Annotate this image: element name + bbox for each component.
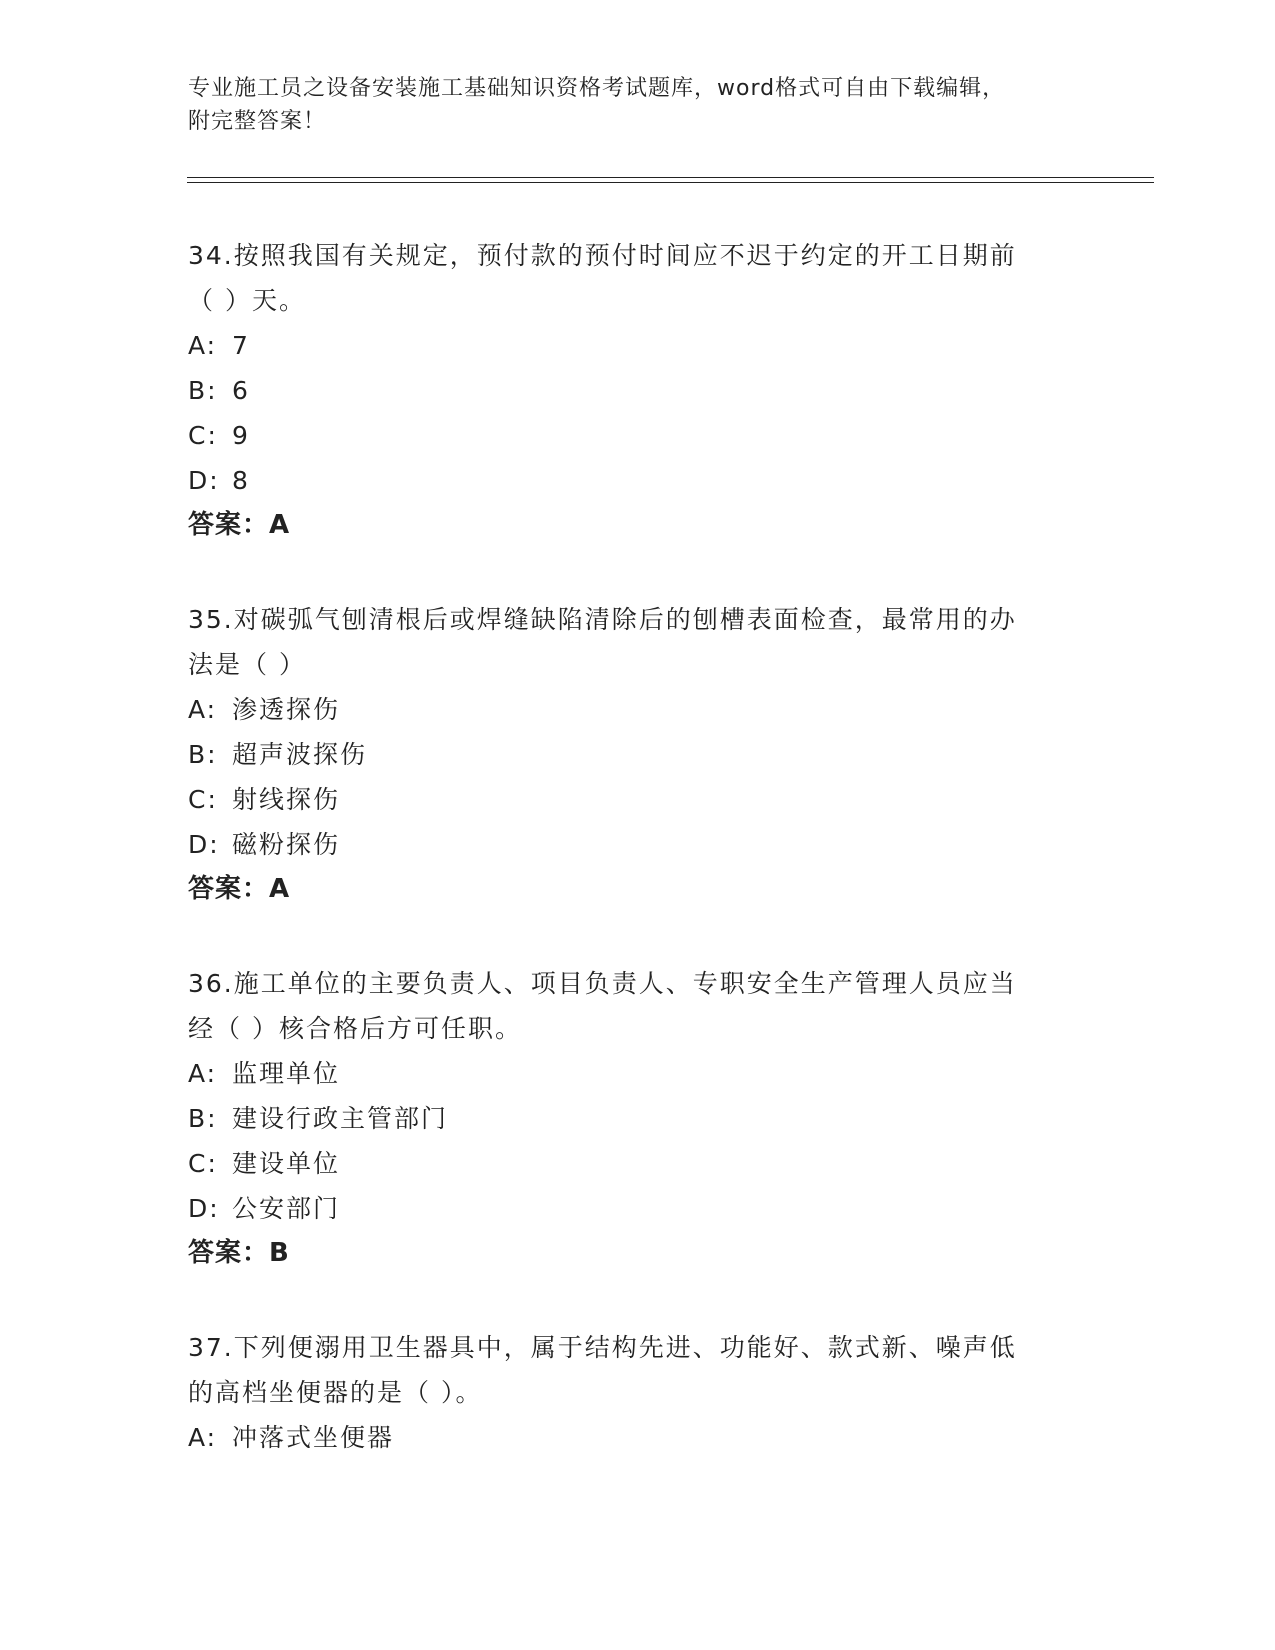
option-c <box>188 413 1088 458</box>
answer: 答案：A <box>188 874 291 904</box>
question-stem-line-2: 经（ ）核合格后方可任职。 <box>188 1014 522 1043</box>
option-a <box>188 323 1088 368</box>
option-d <box>188 458 1088 503</box>
option-text: 冲落式坐便器 <box>232 1423 395 1452</box>
question-stem-line-1: 35.对碳弧气刨清根后或焊缝缺陷清除后的刨槽表面检查，最常用的办 <box>188 605 1017 634</box>
question-stem-line-2: 的高档坐便器的是（ ）。 <box>188 1378 483 1407</box>
option-label: A: <box>188 1423 218 1452</box>
option-label: A: <box>188 1059 218 1088</box>
option-text: 6 <box>232 376 250 405</box>
option-text: 公安部门 <box>232 1194 341 1223</box>
option-label: C: <box>188 1149 218 1178</box>
option-a <box>188 1415 1088 1460</box>
option-label: B: <box>188 740 218 769</box>
question-stem-line-1: 37.下列便溺用卫生器具中，属于结构先进、功能好、款式新、噪声低 <box>188 1333 1017 1362</box>
option-a <box>188 1051 1088 1096</box>
option-text: 射线探伤 <box>232 785 341 814</box>
header-line-1: 专业施工员之设备安装施工基础知识资格考试题库，word格式可自由下载编辑， <box>188 76 1006 101</box>
option-label: D: <box>188 830 220 859</box>
question-stem-line-1: 36.施工单位的主要负责人、项目负责人、专职安全生产管理人员应当 <box>188 969 1017 998</box>
option-label: B: <box>188 376 218 405</box>
answer: 答案：B <box>188 1238 290 1268</box>
option-text: 超声波探伤 <box>232 740 368 769</box>
option-label: C: <box>188 785 218 814</box>
option-a <box>188 687 1088 732</box>
option-label: A: <box>188 695 218 724</box>
question-stem-line-2: （ ）天。 <box>188 286 306 315</box>
question-34 <box>188 233 1088 548</box>
answer: 答案：A <box>188 510 291 540</box>
option-label: A: <box>188 331 218 360</box>
option-text: 9 <box>232 421 250 450</box>
option-d <box>188 822 1088 867</box>
option-c <box>188 1141 1088 1186</box>
option-d <box>188 1186 1088 1231</box>
question-stem <box>188 1325 1088 1415</box>
question-stem <box>188 597 1088 687</box>
question-stem <box>188 233 1088 323</box>
option-text: 8 <box>232 466 250 495</box>
option-text: 渗透探伤 <box>232 695 341 724</box>
option-c <box>188 777 1088 822</box>
option-text: 建设单位 <box>232 1149 341 1178</box>
header-divider-bottom <box>187 182 1154 183</box>
option-b <box>188 368 1088 413</box>
option-label: C: <box>188 421 218 450</box>
option-label: D: <box>188 466 220 495</box>
question-36 <box>188 961 1088 1276</box>
option-text: 7 <box>232 331 250 360</box>
option-text: 磁粉探伤 <box>232 830 341 859</box>
option-b <box>188 1096 1088 1141</box>
header-divider-top <box>187 177 1154 178</box>
document-header <box>188 72 1088 138</box>
option-label: D: <box>188 1194 220 1223</box>
option-b <box>188 732 1088 777</box>
option-text: 监理单位 <box>232 1059 341 1088</box>
question-stem <box>188 961 1088 1051</box>
question-37 <box>188 1325 1088 1460</box>
question-stem-line-1: 34.按照我国有关规定，预付款的预付时间应不迟于约定的开工日期前 <box>188 241 1017 270</box>
question-35 <box>188 597 1088 912</box>
option-label: B: <box>188 1104 218 1133</box>
question-stem-line-2: 法是（ ） <box>188 650 306 679</box>
header-line-2: 附完整答案！ <box>188 109 327 134</box>
option-text: 建设行政主管部门 <box>232 1104 449 1133</box>
